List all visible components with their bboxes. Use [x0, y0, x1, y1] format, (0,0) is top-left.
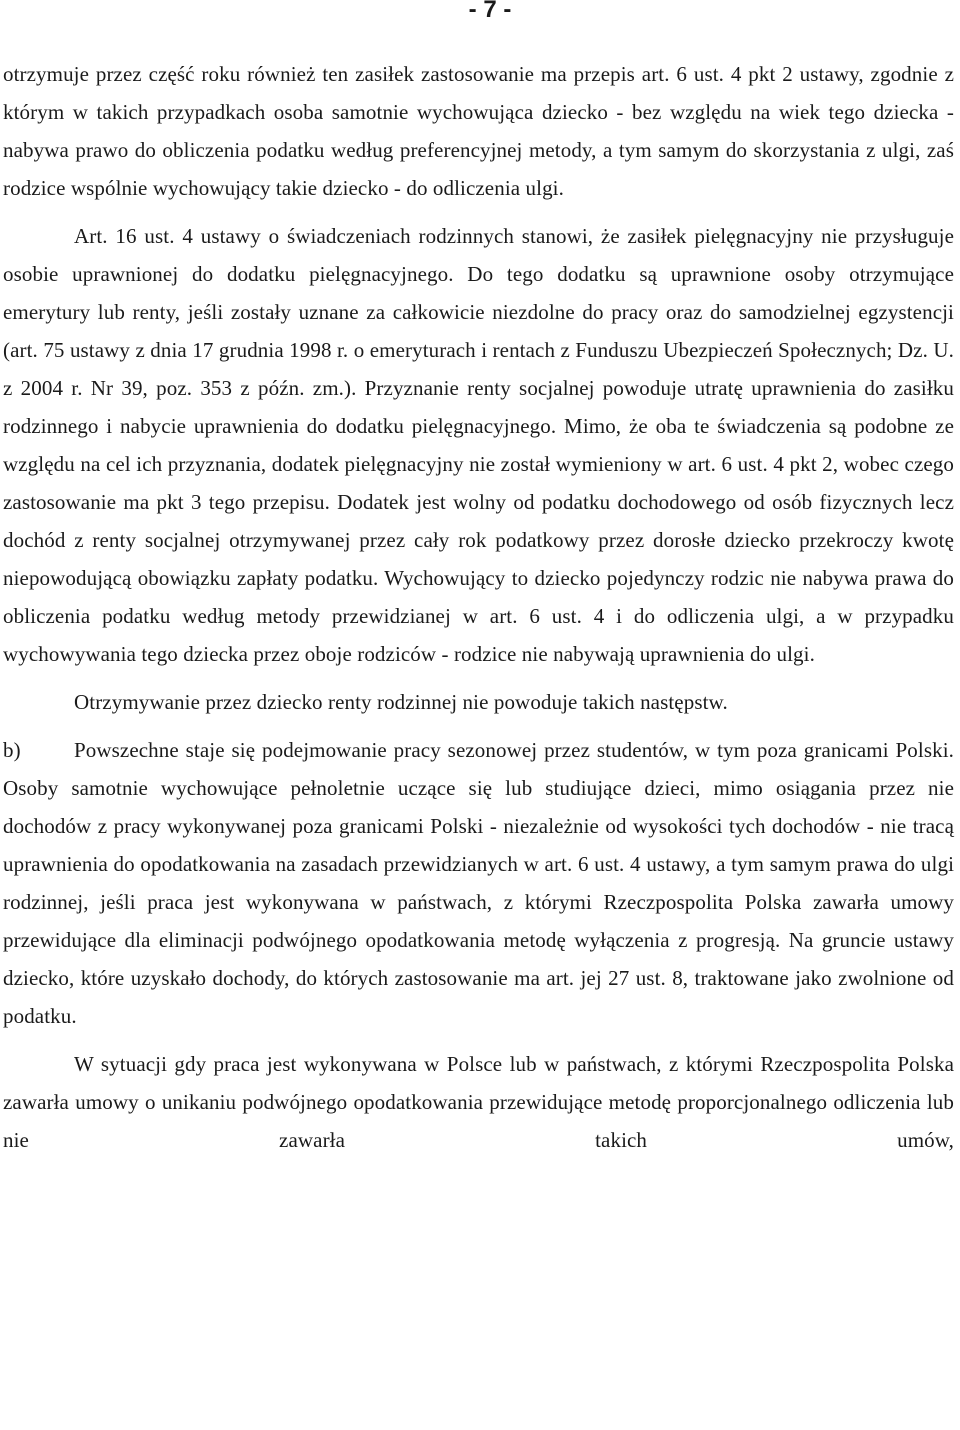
paragraph-art-16: Art. 16 ust. 4 ustawy o świadczeniach rodzinnych stanowi, że zasiłek pielęgnacyjny nie przysługuje osobie uprawnionej do dodatku pielęgnacyjnego. Do tego dodatku są uprawnione osoby otrzymujące emerytury lub renty, jeśli zostały uznane za całkowicie niezdolne do pracy oraz do samodzielnej egzystencji (art. 75 ustawy z dnia 17 grudnia 1998 r. o emeryturach i rentach z Funduszu Ubezpieczeń Społecznych; Dz. U. z 2004 r. Nr 39, poz. 353 z późn. zm.). Przyznanie renty socjalnej powoduje utratę uprawnienia do zasiłku rodzinnego i nabycie uprawnienia do dodatku pielęgnacyjnego. Mimo, że oba te świadczenia są podobne ze względu na cel ich przyznania, dodatek pielęgnacyjny nie został wymieniony w art. 6 ust. 4 pkt 2, wobec czego zastosowanie ma pkt 3 tego przepisu. Dodatek jest wolny od podatku dochodowego od osób fizycznych lecz dochód z renty socjalnej otrzymywanej przez cały rok podatkowy przez dorosłe dziecko przekroczy kwotę niepowodującą obowiązku zapłaty podatku. Wychowujący to dziecko pojedynczy rodzic nie nabywa prawa do obliczenia podatku według metody przewidzianej w art. 6 ust. 4 i do odliczenia ulgi, a w przypadku wychowywania tego dziecka przez oboje rodziców - rodzice nie nabywają uprawnienia do ulgi.: [3, 224, 954, 666]
paragraph-item-b: [3, 731, 954, 1035]
paragraph-w-sytuacji: W sytuacji gdy praca jest wykonywana w Polsce lub w państwach, z którymi Rzeczpospolita Polska zawarła umowy o unikaniu podwójnego opodatkowania przewidujące metodę proporcjonalnego odliczenia lub nie zawarła takich umów,: [3, 1052, 954, 1152]
page-number: - 7 -: [468, 0, 512, 23]
list-marker: b): [3, 738, 21, 762]
document-body: [3, 55, 954, 1159]
paragraph-continuation: otrzymuje przez część roku również ten zasiłek zastosowanie ma przepis art. 6 ust. 4 pkt 2 ustawy, zgodnie z którym w takich przypadkach osoba samotnie wychowująca dziecko - bez względu na wiek tego dziecka - nabywa prawo do obliczenia podatku według preferencyjnej metody, a tym samym do skorzystania z ulgi, zaś rodzice wspólnie wychowujący takie dziecko - do odliczenia ulgi.: [3, 62, 954, 200]
paragraph-item-b-text: Powszechne staje się podejmowanie pracy sezonowej przez studentów, w tym poza granicami Polski. Osoby samotnie wychowujące pełnoletnie uczące się lub studiujące dzieci, mimo osiągania przez nie dochodów z pracy wykonywanej poza granicami Polski - niezależnie od wysokości tych dochodów - nie tracą uprawnienia do opodatkowania na zasadach przewidzianych w art. 6 ust. 4 ustawy, a tym samym prawa do ulgi rodzinnej, jeśli praca jest wykonywana w państwach, z którymi Rzeczpospolita Polska zawarła umowy przewidujące dla eliminacji podwójnego opodatkowania metodę wyłączenia z progresją. Na gruncie ustawy dziecko, które uzyskało dochody, do których zastosowanie ma art. jej 27 ust. 8, traktowane jako zwolnione od podatku.: [3, 738, 954, 1028]
paragraph-renta-rodzinna: Otrzymywanie przez dziecko renty rodzinnej nie powoduje takich następstw.: [74, 690, 728, 714]
